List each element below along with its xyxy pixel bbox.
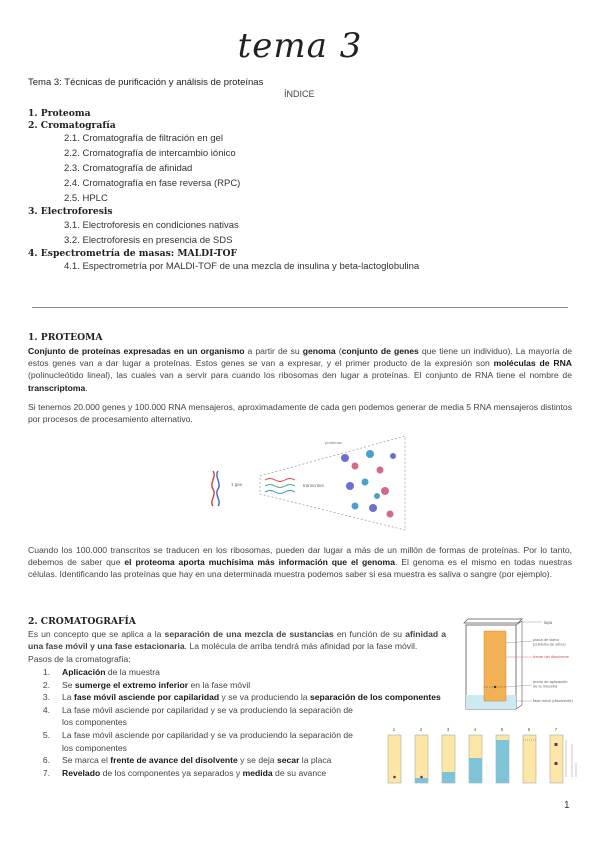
gene-label: 1 gen (231, 482, 243, 487)
text-run: Es un concepto que se aplica a la (28, 629, 165, 639)
text-run: (polinucleótido lineal), las cuales van a servir para cuando los ribosomas den lugar a proteínas. El conjunto de RNA tiene el nombre de (28, 370, 572, 381)
tlc-steps-diagram (380, 726, 580, 790)
step-text (62, 679, 448, 692)
strip-4 (469, 727, 482, 783)
strip-number: 2 (419, 727, 423, 732)
text-run: Se marca el (62, 755, 111, 766)
bold-term: Revelado (62, 767, 101, 778)
text-run: y se deja (237, 755, 277, 766)
transcripts-label: transcritos (303, 483, 324, 488)
list-item (28, 691, 448, 704)
chamber-lid (464, 619, 522, 623)
text-run: en la fase móvil (188, 679, 251, 690)
page-number: 1 (564, 800, 570, 811)
text-run: La (62, 692, 74, 703)
bold-term: conjunto de genes (341, 346, 419, 356)
rna-strand (265, 479, 295, 482)
cromatografia-paragraph-1 (28, 628, 446, 653)
proteoma-paragraph-3 (28, 544, 572, 581)
divider (32, 307, 568, 308)
text-run: de la muestra (105, 667, 160, 677)
step-text: La fase móvil asciende por capilaridad y se va produciendo la separación de los componentes (62, 729, 353, 753)
bold-term: moléculas de RNA (493, 358, 572, 369)
bold-term: fase móvil asciende por capilaridad (73, 692, 220, 703)
lid-label: tapa (544, 620, 553, 625)
tlc-chamber-diagram (460, 617, 582, 713)
rna-strand (265, 491, 295, 494)
text-run: . El genoma es el mismo en todas nuestras células. Identificando las proteínas que hay en una determinada muestra podemos saber si esa muestra es saliva o sangre (por ejemplo). (28, 557, 572, 580)
toc-section[interactable]: 4. Espectrometría de masas: MALDI-TOF (28, 247, 238, 259)
origin-label: punto de aplicación de la muestra (533, 679, 568, 689)
toc-subsection[interactable]: 3.2. Electroforesis en presencia de SDS (64, 234, 233, 246)
step-text: La fase móvil asciende por capilaridad y se va produciendo la separación de los componentes (62, 704, 353, 728)
text-run: la placa (299, 755, 332, 766)
bold-term: Conjunto de proteínas expresadas en un organismo (28, 346, 245, 356)
bold-term: genoma (302, 346, 336, 356)
rna-strand (265, 485, 295, 488)
document-subtitle: Tema 3: Técnicas de purificación y análisis de proteínas (28, 77, 264, 88)
text-run: que tiene un individuo). La mayoría de estos genes van a dar lugar a proteínas. Estos genes se van a expresar, y el primer producto de la expresión son (28, 346, 573, 369)
text-run: a partir de su (244, 346, 303, 356)
step-text (62, 666, 448, 679)
strip-7 (550, 727, 576, 783)
step-number: 4. (42, 704, 50, 715)
step-number: 5. (42, 729, 50, 740)
dna-icon (212, 471, 214, 506)
bold-term: medida (242, 767, 273, 778)
proteoma-paragraph-2: Si tenemos 20.000 genes y 100.000 RNA mensajeros, aproximadamente de cada gen podemos generar de media 5 RNA mensajeros distintos por procesos de procesamiento alternativo. (28, 402, 572, 425)
bold-term: afinidad a una fase móvil y una fase estacionaria (28, 629, 447, 652)
strip-number: 5 (500, 727, 504, 732)
text-run: Cuando los 100.000 transcritos se traducen en los ribosomas, pueden dar lugar a más de un millón de formas de proteínas. Por lo tanto, debemos de saber que (28, 545, 572, 568)
strip-1 (388, 727, 401, 783)
funnel-outline (260, 436, 405, 530)
toc-section[interactable]: 2. Cromatografía (28, 119, 116, 131)
step-text (62, 691, 448, 704)
toc-subsection[interactable]: 4.1. Espectrometría por MALDI-TOF de una mezcla de insulina y beta-lactoglobulina (64, 261, 420, 272)
strip-2 (415, 727, 428, 783)
table-of-contents (28, 108, 568, 274)
proteoma-paragraph-1 (28, 345, 572, 394)
toc-section[interactable]: 1. Proteoma (28, 108, 91, 119)
step-number: 7. (42, 767, 50, 778)
plate-label: placa de vidrio (cubierta de sílice) (533, 637, 566, 647)
toc-subsection[interactable]: 2.3. Cromatografía de afinidad (64, 163, 193, 174)
strip-number: 3 (446, 727, 450, 732)
text-run: . (85, 382, 88, 393)
solvent-label: fase móvil (disolvente) (533, 698, 573, 703)
list-item (28, 666, 448, 679)
dna-icon (217, 471, 219, 506)
step-number: 2. (42, 679, 50, 690)
bold-term: secar (276, 755, 300, 766)
strip-number: 1 (392, 727, 396, 732)
bold-term: transcriptoma (28, 382, 86, 393)
strip-6 (523, 727, 536, 783)
strip-number: 6 (527, 727, 531, 732)
step-number: 3. (42, 692, 50, 703)
steps-intro: Pasos de la cromatografía: (28, 654, 131, 664)
gene-expression-diagram (205, 436, 410, 531)
list-item (28, 679, 448, 692)
bold-term: Aplicación (62, 667, 106, 677)
bold-term: separación de una mezcla de sustancias (164, 629, 334, 639)
text-run: de los componentes ya separados y (100, 767, 243, 778)
toc-subsection[interactable]: 2.4. Cromatografía en fase reversa (RPC) (64, 178, 241, 189)
step-number: 6. (42, 755, 50, 766)
text-run: de su avance (272, 767, 327, 778)
protein-cluster-icon (341, 450, 396, 518)
text-run: . La molécula de arriba tendrá más afinidad por la fase móvil. (184, 641, 418, 652)
strip-number: 7 (554, 727, 558, 732)
section-heading-cromatografia: 2. CROMATOGRAFÍA (28, 616, 136, 627)
proteins-label: proteínas (325, 440, 342, 445)
strip-number: 4 (473, 727, 477, 732)
section-heading-proteoma: 1. PROTEOMA (28, 332, 103, 343)
strip-5 (496, 727, 509, 783)
step-number: 1. (42, 667, 50, 677)
toc-section[interactable]: 3. Electroforesis (28, 206, 113, 217)
bold-term: sumerge el extremo inferior (74, 679, 189, 690)
toc-subsection[interactable]: 3.1. Electroforesis en condiciones nativas (64, 219, 239, 231)
bold-term: separación de los componentes (309, 692, 441, 703)
strip-3 (442, 727, 455, 783)
front-label: frente del disolvente (533, 654, 569, 659)
text-run: y se va produciendo la (219, 692, 310, 703)
tlc-plate (484, 631, 506, 701)
text-run: en función de su (333, 629, 406, 639)
toc-subsection[interactable]: 2.1. Cromatografía de filtración en gel (64, 133, 223, 144)
index-heading: ÍNDICE (284, 89, 315, 99)
text-run: ( (335, 346, 342, 356)
toc-subsection[interactable]: 2.5. HPLC (64, 193, 108, 204)
text-run: Se (62, 679, 75, 690)
bold-term: frente de avance del disolvente (110, 755, 238, 766)
page-title: tema 3 (237, 26, 363, 66)
bold-term: el proteoma aporta muchísima más información que el genoma (124, 557, 395, 568)
toc-subsection[interactable]: 2.2. Cromatografía de intercambio iónico (64, 148, 236, 159)
